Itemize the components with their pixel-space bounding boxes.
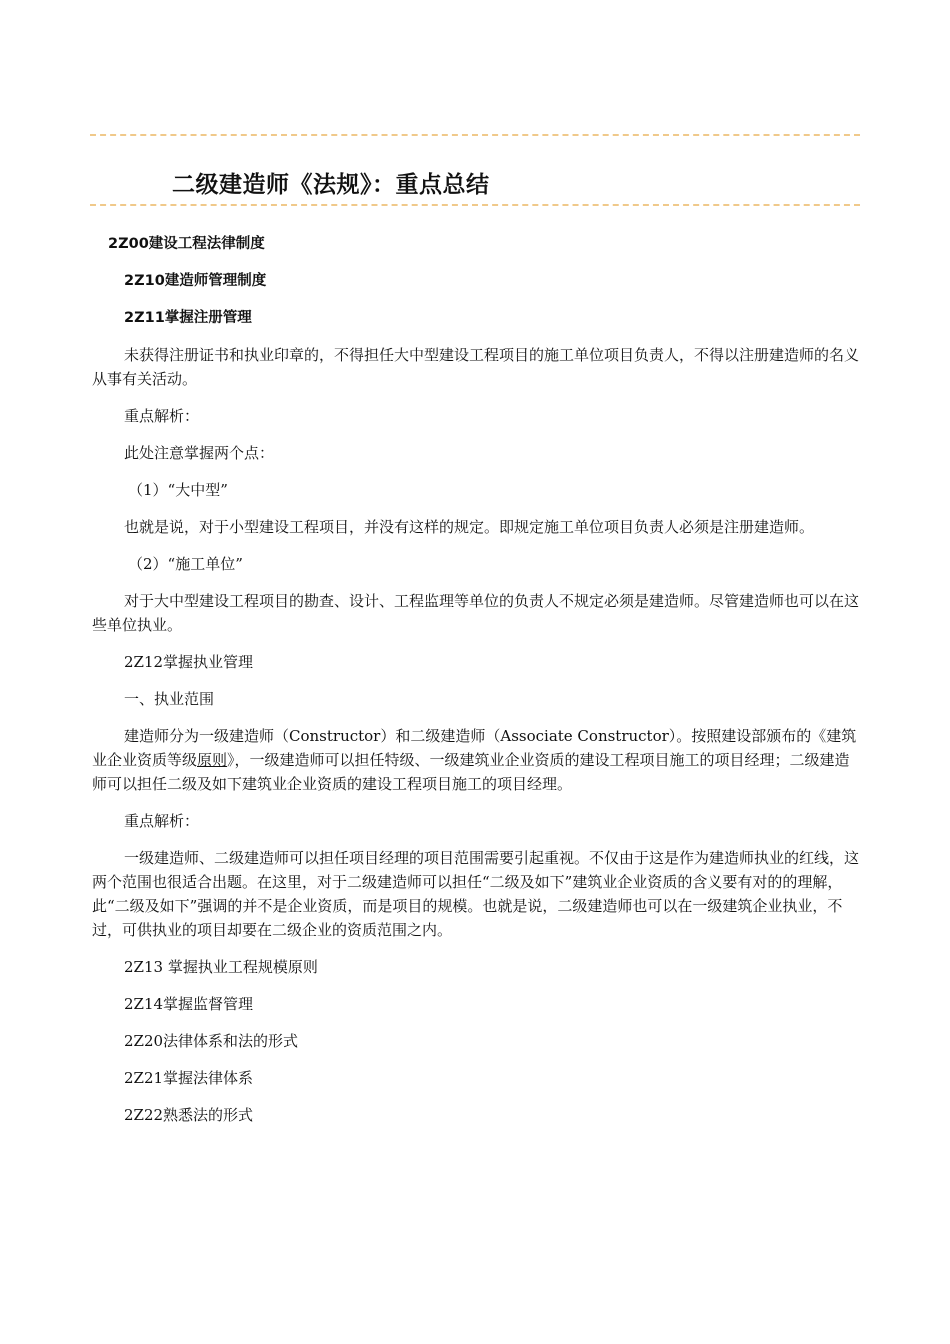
heading-2z10: 2Z10建造师管理制度 [124,273,267,289]
paragraph-key-analysis-label: 重点解析： [124,407,200,425]
document-body [92,232,860,1140]
scope-text-underlined: 原则 [197,751,228,769]
paragraph-point-2: （2）“施工单位” [128,555,243,573]
heading-2z13: 2Z13 掌握执业工程规模原则 [124,958,318,976]
header-dashed-rule-top [90,134,860,136]
document-title: 二级建造师《法规》：重点总结 [172,172,490,198]
scope-text-part-1: 建造师分为一级建造师（Constructor）和二级建造师（Associate Constructor）。按照建设部颁布的《建筑业企业资质等级 [92,727,857,769]
paragraph-point-1: （1）“大中型” [128,481,228,499]
paragraph-key-analysis-label-2: 重点解析： [124,812,200,830]
paragraph-scope-analysis: 一级建造师、二级建造师可以担任项目经理的项目范围需要引起重视。不仅由于这是作为建造师执业的红线，这两个范围也很适合出题。在这里，对于二级建造师可以担任“二级及如下”建筑业企业资质的含义要有对的的理解，此“二级及如下”强调的并不是企业资质，而是项目的规模。也就是说，二级建造师也可以在一级建筑企业执业，不过，可供执业的项目却要在二级企业的资质范围之内。 [92,849,860,939]
header-dashed-rule-bottom [90,204,860,206]
paragraph-point-1-explanation: 也就是说，对于小型建设工程项目，并没有这样的规定。即规定施工单位项目负责人必须是注册建造师。 [124,518,815,536]
heading-2z20: 2Z20法律体系和法的形式 [124,1032,299,1050]
paragraph-practice-scope [92,724,860,796]
heading-2z22: 2Z22熟悉法的形式 [124,1106,254,1124]
paragraph-two-points: 此处注意掌握两个点： [124,444,275,462]
heading-2z00: 2Z00建设工程法律制度 [108,236,265,252]
paragraph-registration-rule: 未获得注册证书和执业印章的，不得担任大中型建设工程项目的施工单位项目负责人，不得以注册建造师的名义从事有关活动。 [92,346,860,388]
heading-2z11: 2Z11掌握注册管理 [124,310,252,326]
heading-2z21: 2Z21掌握法律体系 [124,1069,254,1087]
paragraph-point-2-explanation: 对于大中型建设工程项目的勘查、设计、工程监理等单位的负责人不规定必须是建造师。尽管建造师也可以在这些单位执业。 [92,592,860,634]
heading-2z14: 2Z14掌握监督管理 [124,995,254,1013]
scope-text-part-2: 》，一级建造师可以担任特级、一级建筑业企业资质的建设工程项目施工的项目经理；二级建造师可以担任二级及如下建筑业企业资质的建设工程项目施工的项目经理。 [92,751,850,793]
heading-2z12: 2Z12掌握执业管理 [124,653,254,671]
heading-practice-scope: 一、执业范围 [124,690,215,708]
